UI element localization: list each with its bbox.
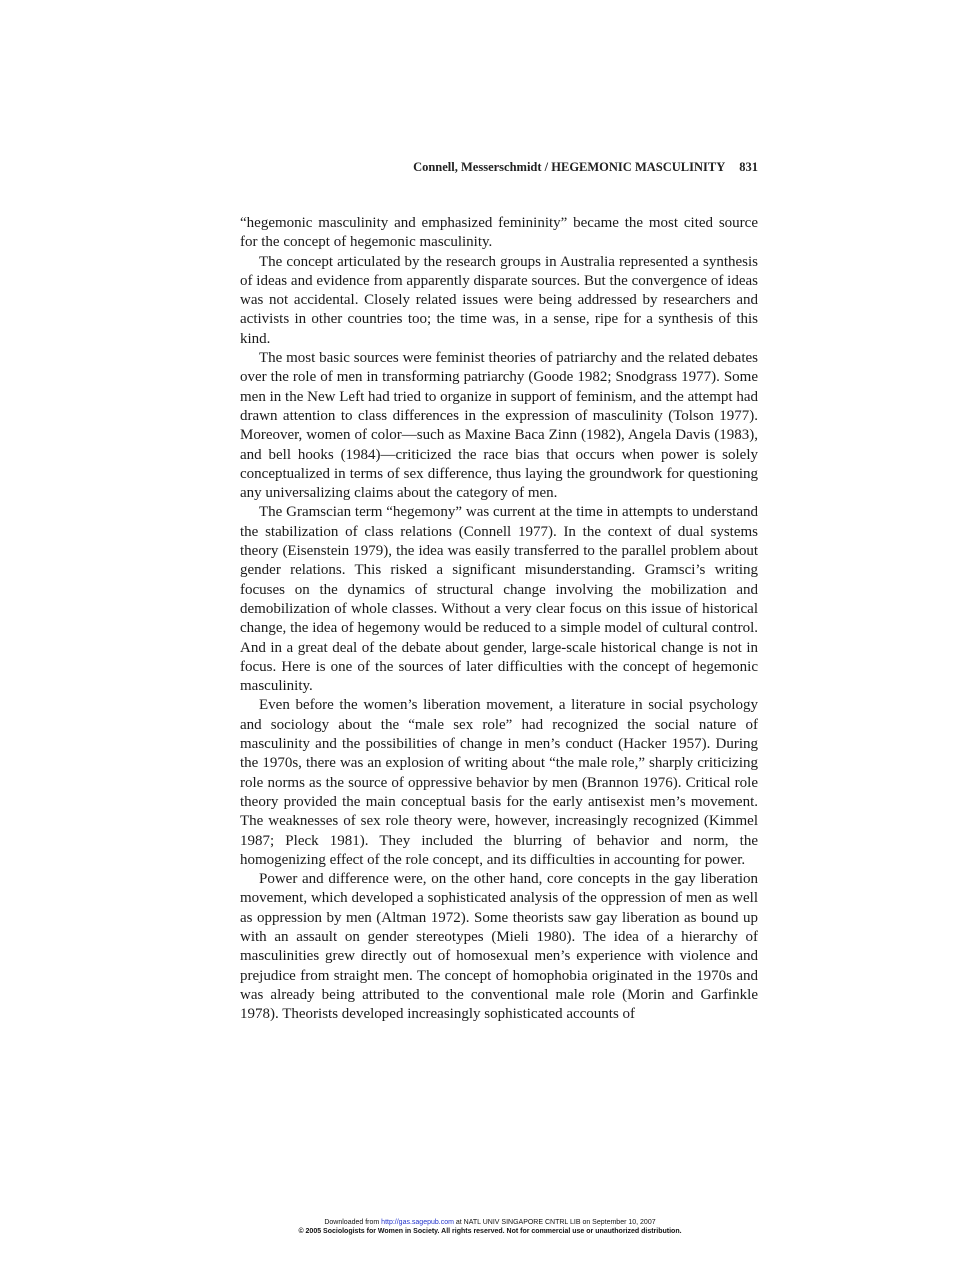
article-body	[240, 214, 758, 1024]
paragraph: The concept articulated by the research groups in Australia represented a synthesis of ideas and evidence from apparently disparate sources. But the convergence of ideas was not accidental. Closely related issues were being addressed by researchers and activists in other countries too; the time was, in a sense, ripe for a synthesis of this kind.	[240, 253, 758, 347]
copyright-notice: © 2005 Sociologists for Women in Society. All rights reserved. Not for commercial use or unauthorized distribution.	[298, 1227, 682, 1235]
download-suffix: at NATL UNIV SINGAPORE CNTRL LIB on September 10, 2007	[453, 1219, 656, 1226]
paragraph: Even before the women’s liberation movement, a literature in social psychology and sociology about the “male sex role” had recognized the social nature of masculinity and the possibilities of change in men’s conduct (Hacker 1957). During the 1970s, there was an explosion of writing about “the male role,” sharply criticizing role norms as the source of oppressive behavior by men (Brannon 1976). Critical role theory provided the main conceptual basis for the early antisexist men’s movement. The weaknesses of sex role theory were, however, increasingly recognized (Kimmel 1987; Pleck 1981). They included the blurring of behavior and norm, the homogenizing effect of the role concept, and its difficulties in accounting for power.	[240, 697, 758, 868]
running-head	[240, 160, 758, 175]
source-link[interactable]: http://gas.sagepub.com	[381, 1219, 454, 1226]
page-number: 831	[739, 160, 758, 174]
download-notice	[200, 1219, 780, 1228]
paragraph-continued: “hegemonic masculinity and emphasized femininity” became the most cited source for the concept of hegemonic masculinity.	[240, 215, 758, 251]
paragraph: The Gramscian term “hegemony” was current at the time in attempts to understand the stabilization of class relations (Connell 1977). In the context of dual systems theory (Eisenstein 1979), the idea was easily transferred to the parallel problem about gender relations. This risked a significant misunderstanding. Gramsci’s writing focuses on the dynamics of structural change involving the mobilization and demobilization of whole classes. Without a very clear focus on this issue of historical change, the idea of hegemony would be reduced to a simple model of cultural control. And in a great deal of the debate about gender, large-scale historical change is not in focus. Here is one of the sources of later difficulties with the concept of hegemonic masculinity.	[240, 504, 758, 695]
paragraph: The most basic sources were feminist theories of patriarchy and the related debates over the role of men in transforming patriarchy (Goode 1982; Snodgrass 1977). Some men in the New Left had tried to organize in support of feminism, and the attempt had drawn attention to class differences in the expression of masculinity (Tolson 1977). Moreover, women of color—such as Maxine Baca Zinn (1982), Angela Davis (1983), and bell hooks (1984)—criticized the race bias that occurs when power is solely conceptualized in terms of sex difference, thus laying the groundwork for questioning any universalizing claims about the category of men.	[240, 350, 758, 502]
download-footer	[200, 1219, 780, 1236]
paragraph: Power and difference were, on the other hand, core concepts in the gay liberation movement, which developed a sophisticated analysis of the oppression of men as well as oppression by men (Altman 1972). Some theorists saw gay liberation as bound up with an assault on gender stereotypes (Mieli 1980). The idea of a hierarchy of masculinities grew directly out of homosexual men’s experience with violence and prejudice from straight men. The concept of homophobia originated in the 1970s and was already being attributed to the conventional male role (Morin and Garfinkle 1978). Theorists developed increasingly sophisticated accounts of	[240, 871, 758, 1023]
download-prefix: Downloaded from	[324, 1219, 382, 1226]
running-title: Connell, Messerschmidt / HEGEMONIC MASCULINITY	[413, 160, 726, 174]
